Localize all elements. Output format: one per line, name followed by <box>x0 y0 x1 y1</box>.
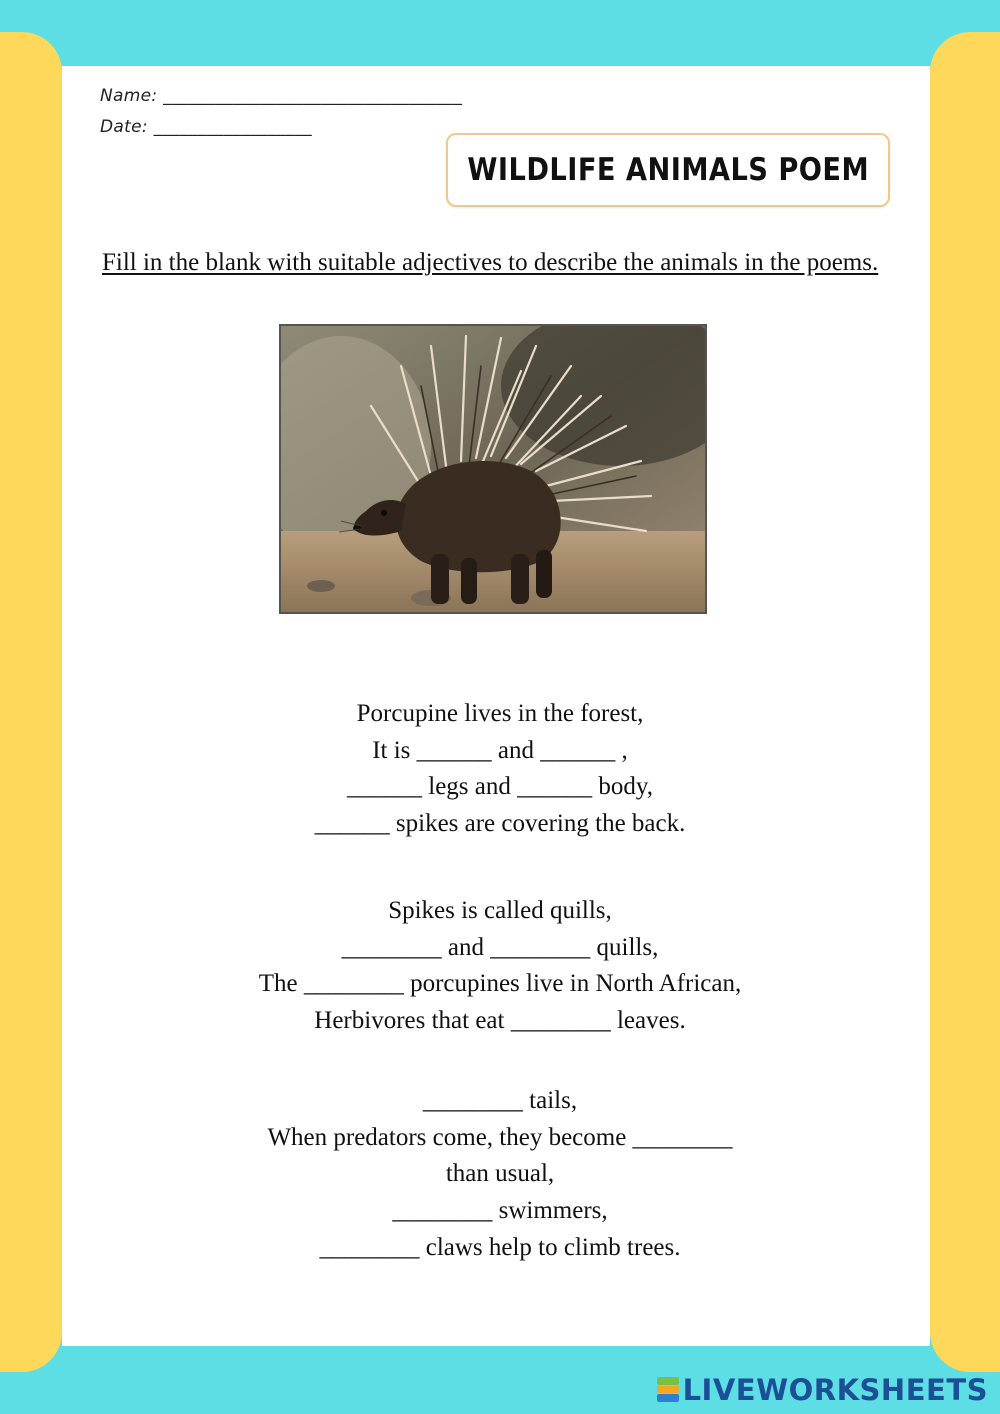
poem-line: ________ and ________ quills, <box>341 933 659 961</box>
poem-line: ________ swimmers, <box>392 1197 608 1225</box>
poem-stanza-3 <box>62 1083 938 1267</box>
right-yellow-band <box>930 32 1000 1372</box>
name-field: Name: __________________________________ <box>100 86 463 106</box>
title-box <box>446 133 890 207</box>
poem-line: than usual, <box>445 1160 555 1188</box>
worksheet-title: WILDLIFE ANIMALS POEM <box>467 152 869 188</box>
instruction-text: Fill in the blank with suitable adjectives to describe the animals in the poems. <box>102 249 879 276</box>
left-yellow-band <box>0 32 62 1372</box>
liveworksheets-logo-icon <box>657 1377 679 1403</box>
porcupine-photo <box>279 324 707 614</box>
poem-line: ______ spikes are covering the back. <box>314 810 686 838</box>
poem-stanza-2 <box>62 893 938 1040</box>
poem-line: Herbivores that eat ________ leaves. <box>314 1007 686 1035</box>
poem-line: Spikes is called quills, <box>388 897 612 924</box>
brand-name: LIVEWORKSHEETS <box>682 1373 988 1407</box>
poem-stanza-1 <box>62 696 938 843</box>
liveworksheets-logo[interactable] <box>657 1372 988 1408</box>
poem-line: ______ legs and ______ body, <box>347 773 653 801</box>
poem-line: It is ______ and ______ , <box>372 736 628 764</box>
poem-line: Porcupine lives in the forest, <box>356 700 644 727</box>
date-field: Date: __________________ <box>100 117 312 137</box>
poem-line: When predators come, they become ________ <box>267 1123 733 1151</box>
poem-line: The ________ porcupines live in North African, <box>258 970 742 998</box>
poem-line: ________ tails, <box>422 1087 578 1114</box>
poem-line: ________ claws help to climb trees. <box>319 1233 681 1261</box>
